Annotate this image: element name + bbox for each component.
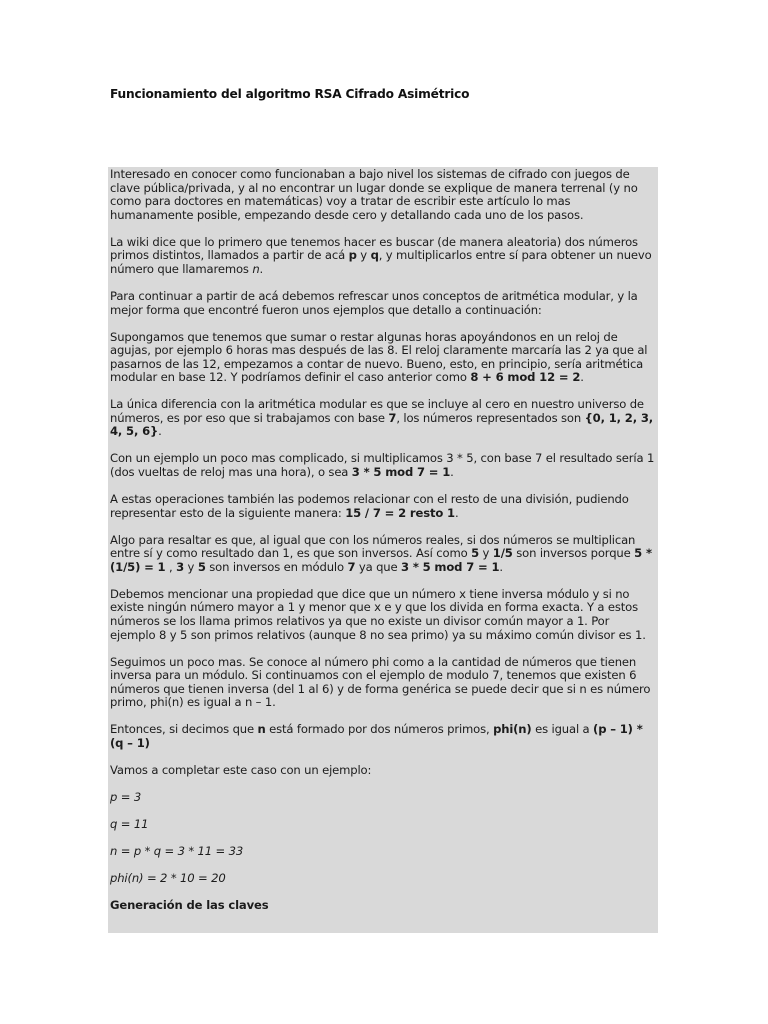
equation-q: q = 11 <box>110 816 149 831</box>
paragraph-relative-primes: Debemos mencionar una propiedad que dice que un número x tiene inversa módulo y si no existe ningún número mayor a 1 y menor que x e y que los divida en forma exacta. Y a estos números se los llama primos relativos ya que no existe un divisor común mayor a 1. Por ejemplo 8 y 5 son primos relativos (aunque 8 no sea primo) ya su máximo común divisor es 1. <box>110 586 646 642</box>
paragraph-zero: La única diferencia con la aritmética modular es que se incluye al cero en nuestro universo de números, es por eso que si trabajamos con base 7, los números representados son {0, 1, 2, 3, 4, 5, 6}. <box>110 397 654 439</box>
section-heading: Generación de las claves <box>110 897 269 912</box>
paragraph-intro: Interesado en conocer como funcionaban a bajo nivel los sistemas de cifrado con juegos de clave pública/privada, y al no encontrar un lugar donde se explique de manera terrenal (y no como para doctores en matemáticas) voy a tratar de escribir este artículo lo mas humanamente posible, empezando desde cero y detallando cada uno de los pasos. <box>110 167 638 222</box>
paragraph-inverse: Algo para resaltar es que, al igual que con los números reales, si dos números se multiplican entre sí y como resultado dan 1, es que son inversos. Así como 5 y 1/5 son inversos porque 5 * (1/5) = 1 , 3 y 5 son inversos en módulo 7 ya que 3 * 5 mod 7 = 1. <box>110 532 652 574</box>
equation-p: p = 3 <box>110 789 142 804</box>
paragraph-example-intro: Vamos a completar este caso con un ejemplo: <box>110 762 372 777</box>
page-title: Funcionamiento del algoritmo RSA Cifrado Asimétrico <box>110 87 470 101</box>
equation-phi: phi(n) = 2 * 10 = 20 <box>110 870 226 885</box>
paragraph-modular: Para continuar a partir de acá debemos refrescar unos conceptos de aritmética modular, y la mejor forma que encontré fueron unos ejemplos que detallo a continuación: <box>110 288 638 317</box>
paragraph-phi-n: Entonces, si decimos que n está formado por dos números primos, phi(n) es igual a (p – 1) * (q – 1) <box>110 722 643 750</box>
paragraph-multiply: Con un ejemplo un poco mas complicado, si multiplicamos 3 * 5, con base 7 el resultado sería 1 (dos vueltas de reloj mas una hora), o sea 3 * 5 mod 7 = 1. <box>110 451 655 480</box>
equation-n: n = p * q = 3 * 11 = 33 <box>110 843 244 858</box>
paragraph-phi: Seguimos un poco mas. Se conoce al número phi como a la cantidad de números que tienen inversa para un módulo. Si continuamos con el ejemplo de modulo 7, tenemos que existen 6 números que tienen inversa (del 1 al 6) y de forma genérica se puede decir que si n es número primo, phi(n) es igual a n – 1. <box>110 654 651 710</box>
paragraph-wiki: La wiki dice que lo primero que tenemos hacer es buscar (de manera aleatoria) dos números primos distintos, llamados a partir de acá p y q, y multiplicarlos entre sí para obtener un nuevo número que llamaremos n. <box>110 234 652 276</box>
paragraph-clock: Supongamos que tenemos que sumar o restar algunas horas apoyándonos en un reloj de agujas, por ejemplo 6 horas mas después de las 8. El reloj claramente marcaría las 2 ya que al pasarnos de las 12, empezamos a contar de nuevo. Bueno, esto, en principio, sería aritmética modular en base 12. Y podríamos definir el caso anterior como 8 + 6 mod 12 = 2. <box>110 329 648 385</box>
paragraph-division: A estas operaciones también las podemos relacionar con el resto de una división, pudiendo representar esto de la siguiente manera: 15 / 7 = 2 resto 1. <box>110 492 629 520</box>
article-body <box>108 167 658 933</box>
